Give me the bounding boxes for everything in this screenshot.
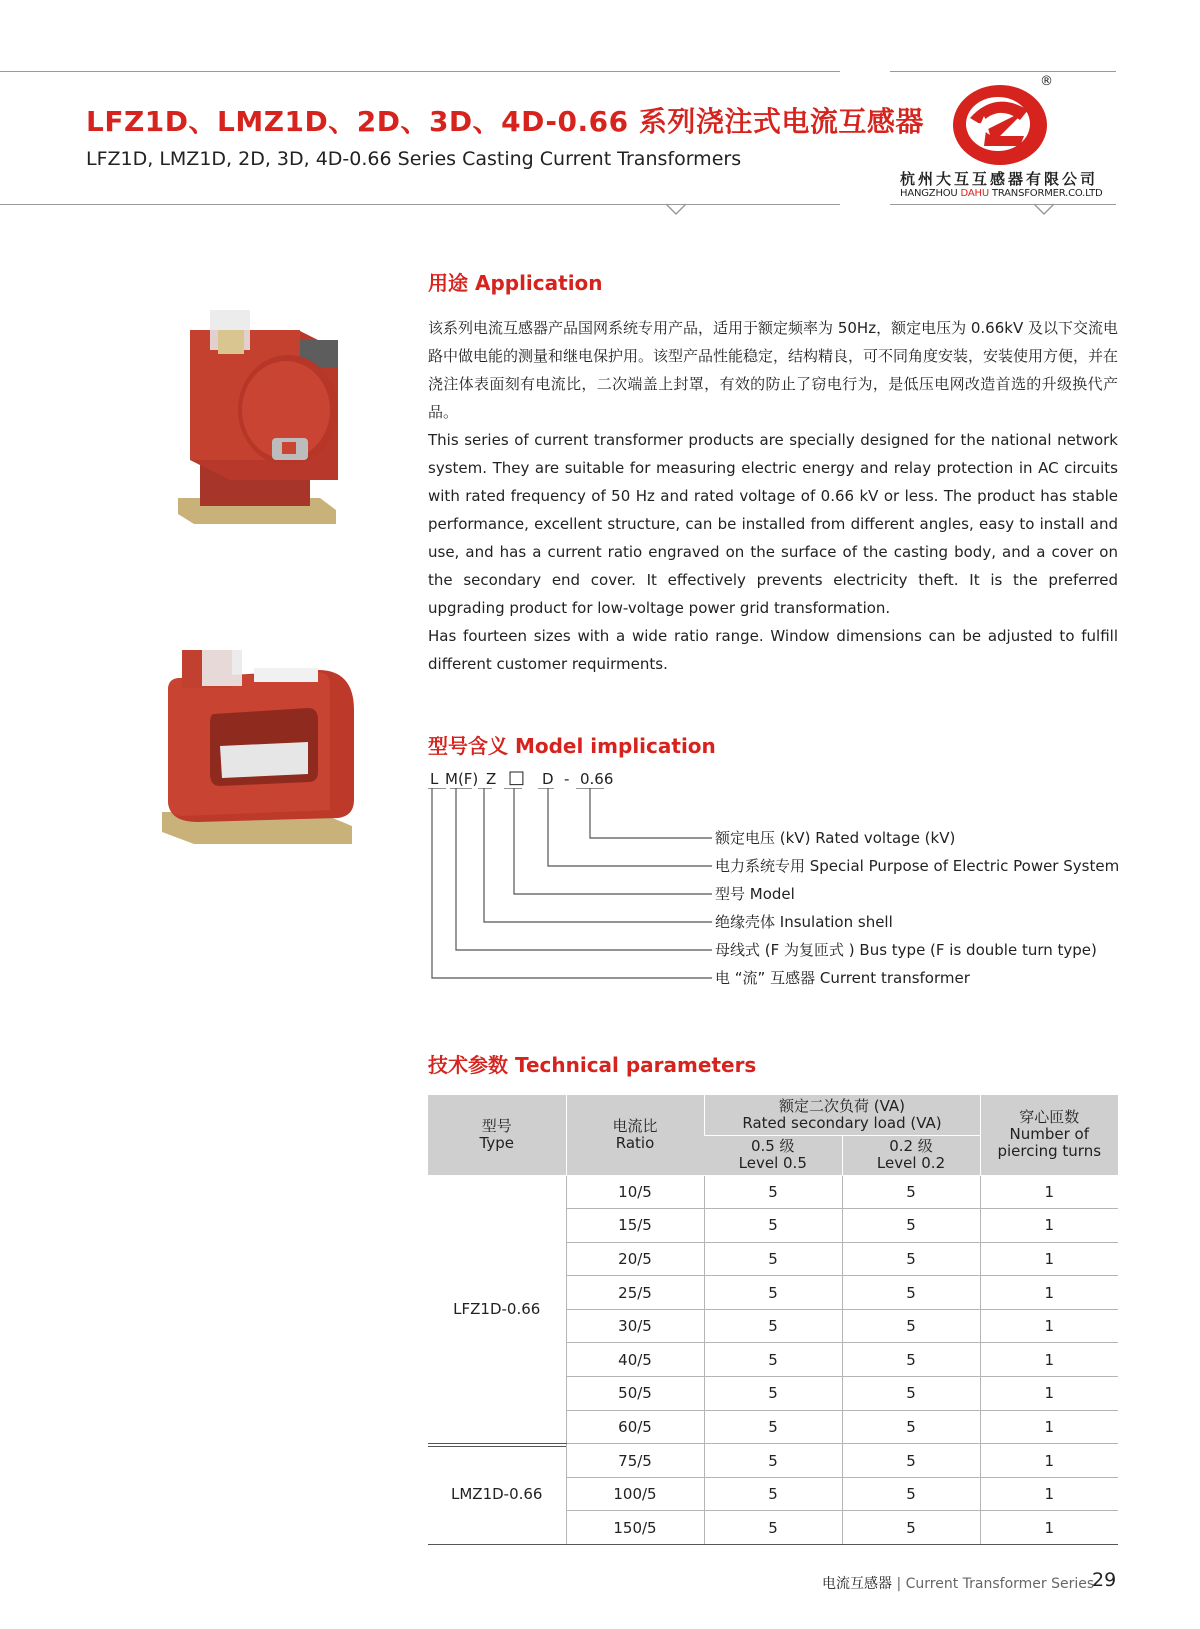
- model-label-voltage: 额定电压 (kV) Rated voltage (kV): [715, 829, 956, 847]
- application-text: [428, 314, 1118, 678]
- cell-turns: 1: [980, 1343, 1118, 1377]
- header-type: 型号 Type: [428, 1095, 566, 1175]
- header-ratio: 电流比 Ratio: [566, 1095, 704, 1175]
- cell-level-05: 5: [704, 1242, 842, 1276]
- cell-level-02: 5: [842, 1175, 980, 1209]
- table-group-divider: [428, 1446, 566, 1447]
- cell-turns: 1: [980, 1242, 1118, 1276]
- model-label-special-purpose: 电力系统专用 Special Purpose of Electric Power System: [715, 857, 1120, 875]
- cell-level-02: 5: [842, 1444, 980, 1478]
- code-dash: -: [564, 770, 570, 788]
- cell-level-02: 5: [842, 1209, 980, 1243]
- header-notch-icon: [664, 203, 688, 217]
- cell-level-02: 5: [842, 1511, 980, 1545]
- cell-ratio: 30/5: [566, 1309, 704, 1343]
- model-label-current-transformer: 电 “流” 互感器 Current transformer: [715, 969, 970, 987]
- cell-ratio: 75/5: [566, 1444, 704, 1478]
- cell-turns: 1: [980, 1477, 1118, 1511]
- cell-ratio: 10/5: [566, 1175, 704, 1209]
- company-name-en: HANGZHOU DAHU TRANSFORMER.CO.LTD: [900, 188, 1103, 199]
- cell-level-02: 5: [842, 1276, 980, 1310]
- cell-turns: 1: [980, 1444, 1118, 1478]
- cell-turns: 1: [980, 1209, 1118, 1243]
- code-box: □: [508, 767, 526, 788]
- header-bottom-rule: [0, 204, 840, 205]
- header-level-02: 0.2 级 Level 0.2: [842, 1135, 980, 1175]
- header-level-05: 0.5 级 Level 0.5: [704, 1135, 842, 1175]
- code-z: Z: [486, 770, 497, 788]
- code-m: M(F): [445, 770, 479, 788]
- cell-level-05: 5: [704, 1410, 842, 1444]
- model-title: 型号含义 Model implication: [428, 734, 716, 758]
- cell-turns: 1: [980, 1309, 1118, 1343]
- cell-level-05: 5: [704, 1377, 842, 1411]
- cell-ratio: 50/5: [566, 1377, 704, 1411]
- cell-level-05: 5: [704, 1276, 842, 1310]
- footer-cn: 电流互感器: [822, 1576, 892, 1592]
- page-number: 29: [1092, 1569, 1117, 1591]
- cell-ratio: 25/5: [566, 1276, 704, 1310]
- cell-ratio: 60/5: [566, 1410, 704, 1444]
- cell-ratio: 100/5: [566, 1477, 704, 1511]
- model-leader-lines: [420, 788, 720, 988]
- cell-ratio: 150/5: [566, 1511, 704, 1545]
- header-turns: 穿心匝数 Number of piercing turns: [980, 1095, 1118, 1175]
- logo-notch-icon: [1032, 203, 1056, 217]
- cell-level-02: 5: [842, 1410, 980, 1444]
- footer-text: [822, 1573, 1094, 1593]
- cell-turns: 1: [980, 1511, 1118, 1545]
- cell-level-02: 5: [842, 1343, 980, 1377]
- technical-table-body: [428, 1175, 1118, 1545]
- application-para-cn: 该系列电流互感器产品国网系统专用产品，适用于额定频率为 50Hz，额定电压为 0.66kV 及以下交流电路中做电能的测量和继电保护用。该型产品性能稳定，结构精良，可不同角度安装，安装使用方便，并在浇注体表面刻有电流比，二次端盖上封罩，有效的防止了窃电行为，是低压电网改造首选的升级换代产品。: [428, 319, 1119, 421]
- table-row: [428, 1175, 1118, 1209]
- cell-level-02: 5: [842, 1242, 980, 1276]
- cell-level-05: 5: [704, 1477, 842, 1511]
- page-subtitle: LFZ1D, LMZ1D, 2D, 3D, 4D-0.66 Series Casting Current Transformers: [86, 148, 742, 170]
- logo-bottom-rule: [890, 204, 1116, 205]
- cell-level-05: 5: [704, 1209, 842, 1243]
- model-label-insulation: 绝缘壳体 Insulation shell: [715, 913, 893, 931]
- technical-title: 技术参数 Technical parameters: [428, 1053, 757, 1077]
- footer-sep: |: [892, 1576, 906, 1592]
- cell-level-05: 5: [704, 1444, 842, 1478]
- table-row: [428, 1444, 1118, 1478]
- technical-table: [428, 1095, 1118, 1545]
- company-name-cn: 杭州大互互感器有限公司: [900, 170, 1099, 188]
- company-logo-icon: [950, 80, 1060, 170]
- cell-level-05: 5: [704, 1511, 842, 1545]
- code-voltage: 0.66: [580, 770, 614, 788]
- cell-turns: 1: [980, 1276, 1118, 1310]
- application-para-en1: This series of current transformer products are specially designed for the national network system. They are suitable for measuring electric energy and relay protection in AC circuits with rated frequency of 50 Hz and rated voltage of 0.66 kV or less. The product has stable performance, excellent structure, can be installed from different angles, easy to install and use, and has a current ratio engraved on the surface of the casting body, and a cover on the secondary end cover. It effectively prevents electricity theft. It is the preferred upgrading product for low-voltage power grid transformation.: [428, 431, 1118, 617]
- application-para-en2: Has fourteen sizes with a wide ratio range. Window dimensions can be adjusted to fulfill different customer requirments.: [428, 627, 1118, 673]
- cell-level-02: 5: [842, 1309, 980, 1343]
- header-load: 额定二次负荷 (VA) Rated secondary load (VA): [704, 1095, 980, 1135]
- registered-mark: ®: [1040, 74, 1053, 89]
- cell-level-02: 5: [842, 1377, 980, 1411]
- code-l: L: [430, 770, 439, 788]
- product-image-lmz1d: [158, 650, 368, 860]
- page-title: LFZ1D、LMZ1D、2D、3D、4D-0.66 系列浇注式电流互感器: [86, 105, 924, 138]
- logo-top-rule: [890, 71, 1116, 72]
- cell-turns: 1: [980, 1377, 1118, 1411]
- header-top-rule: [0, 71, 840, 72]
- product-image-lfz1d: [170, 310, 350, 540]
- cell-level-02: 5: [842, 1477, 980, 1511]
- cell-ratio: 40/5: [566, 1343, 704, 1377]
- cell-level-05: 5: [704, 1309, 842, 1343]
- footer-en: Current Transformer Series: [905, 1576, 1095, 1592]
- model-label-model: 型号 Model: [715, 885, 795, 903]
- model-label-bus-type: 母线式 (F 为复匝式 ) Bus type (F is double turn type): [715, 941, 1097, 959]
- cell-type: LMZ1D-0.66: [428, 1444, 566, 1545]
- cell-type: LFZ1D-0.66: [428, 1175, 566, 1444]
- cell-level-05: 5: [704, 1175, 842, 1209]
- cell-turns: 1: [980, 1175, 1118, 1209]
- code-d: D: [542, 770, 554, 788]
- cell-ratio: 15/5: [566, 1209, 704, 1243]
- cell-turns: 1: [980, 1410, 1118, 1444]
- application-title: 用途 Application: [428, 271, 603, 295]
- cell-level-05: 5: [704, 1343, 842, 1377]
- cell-ratio: 20/5: [566, 1242, 704, 1276]
